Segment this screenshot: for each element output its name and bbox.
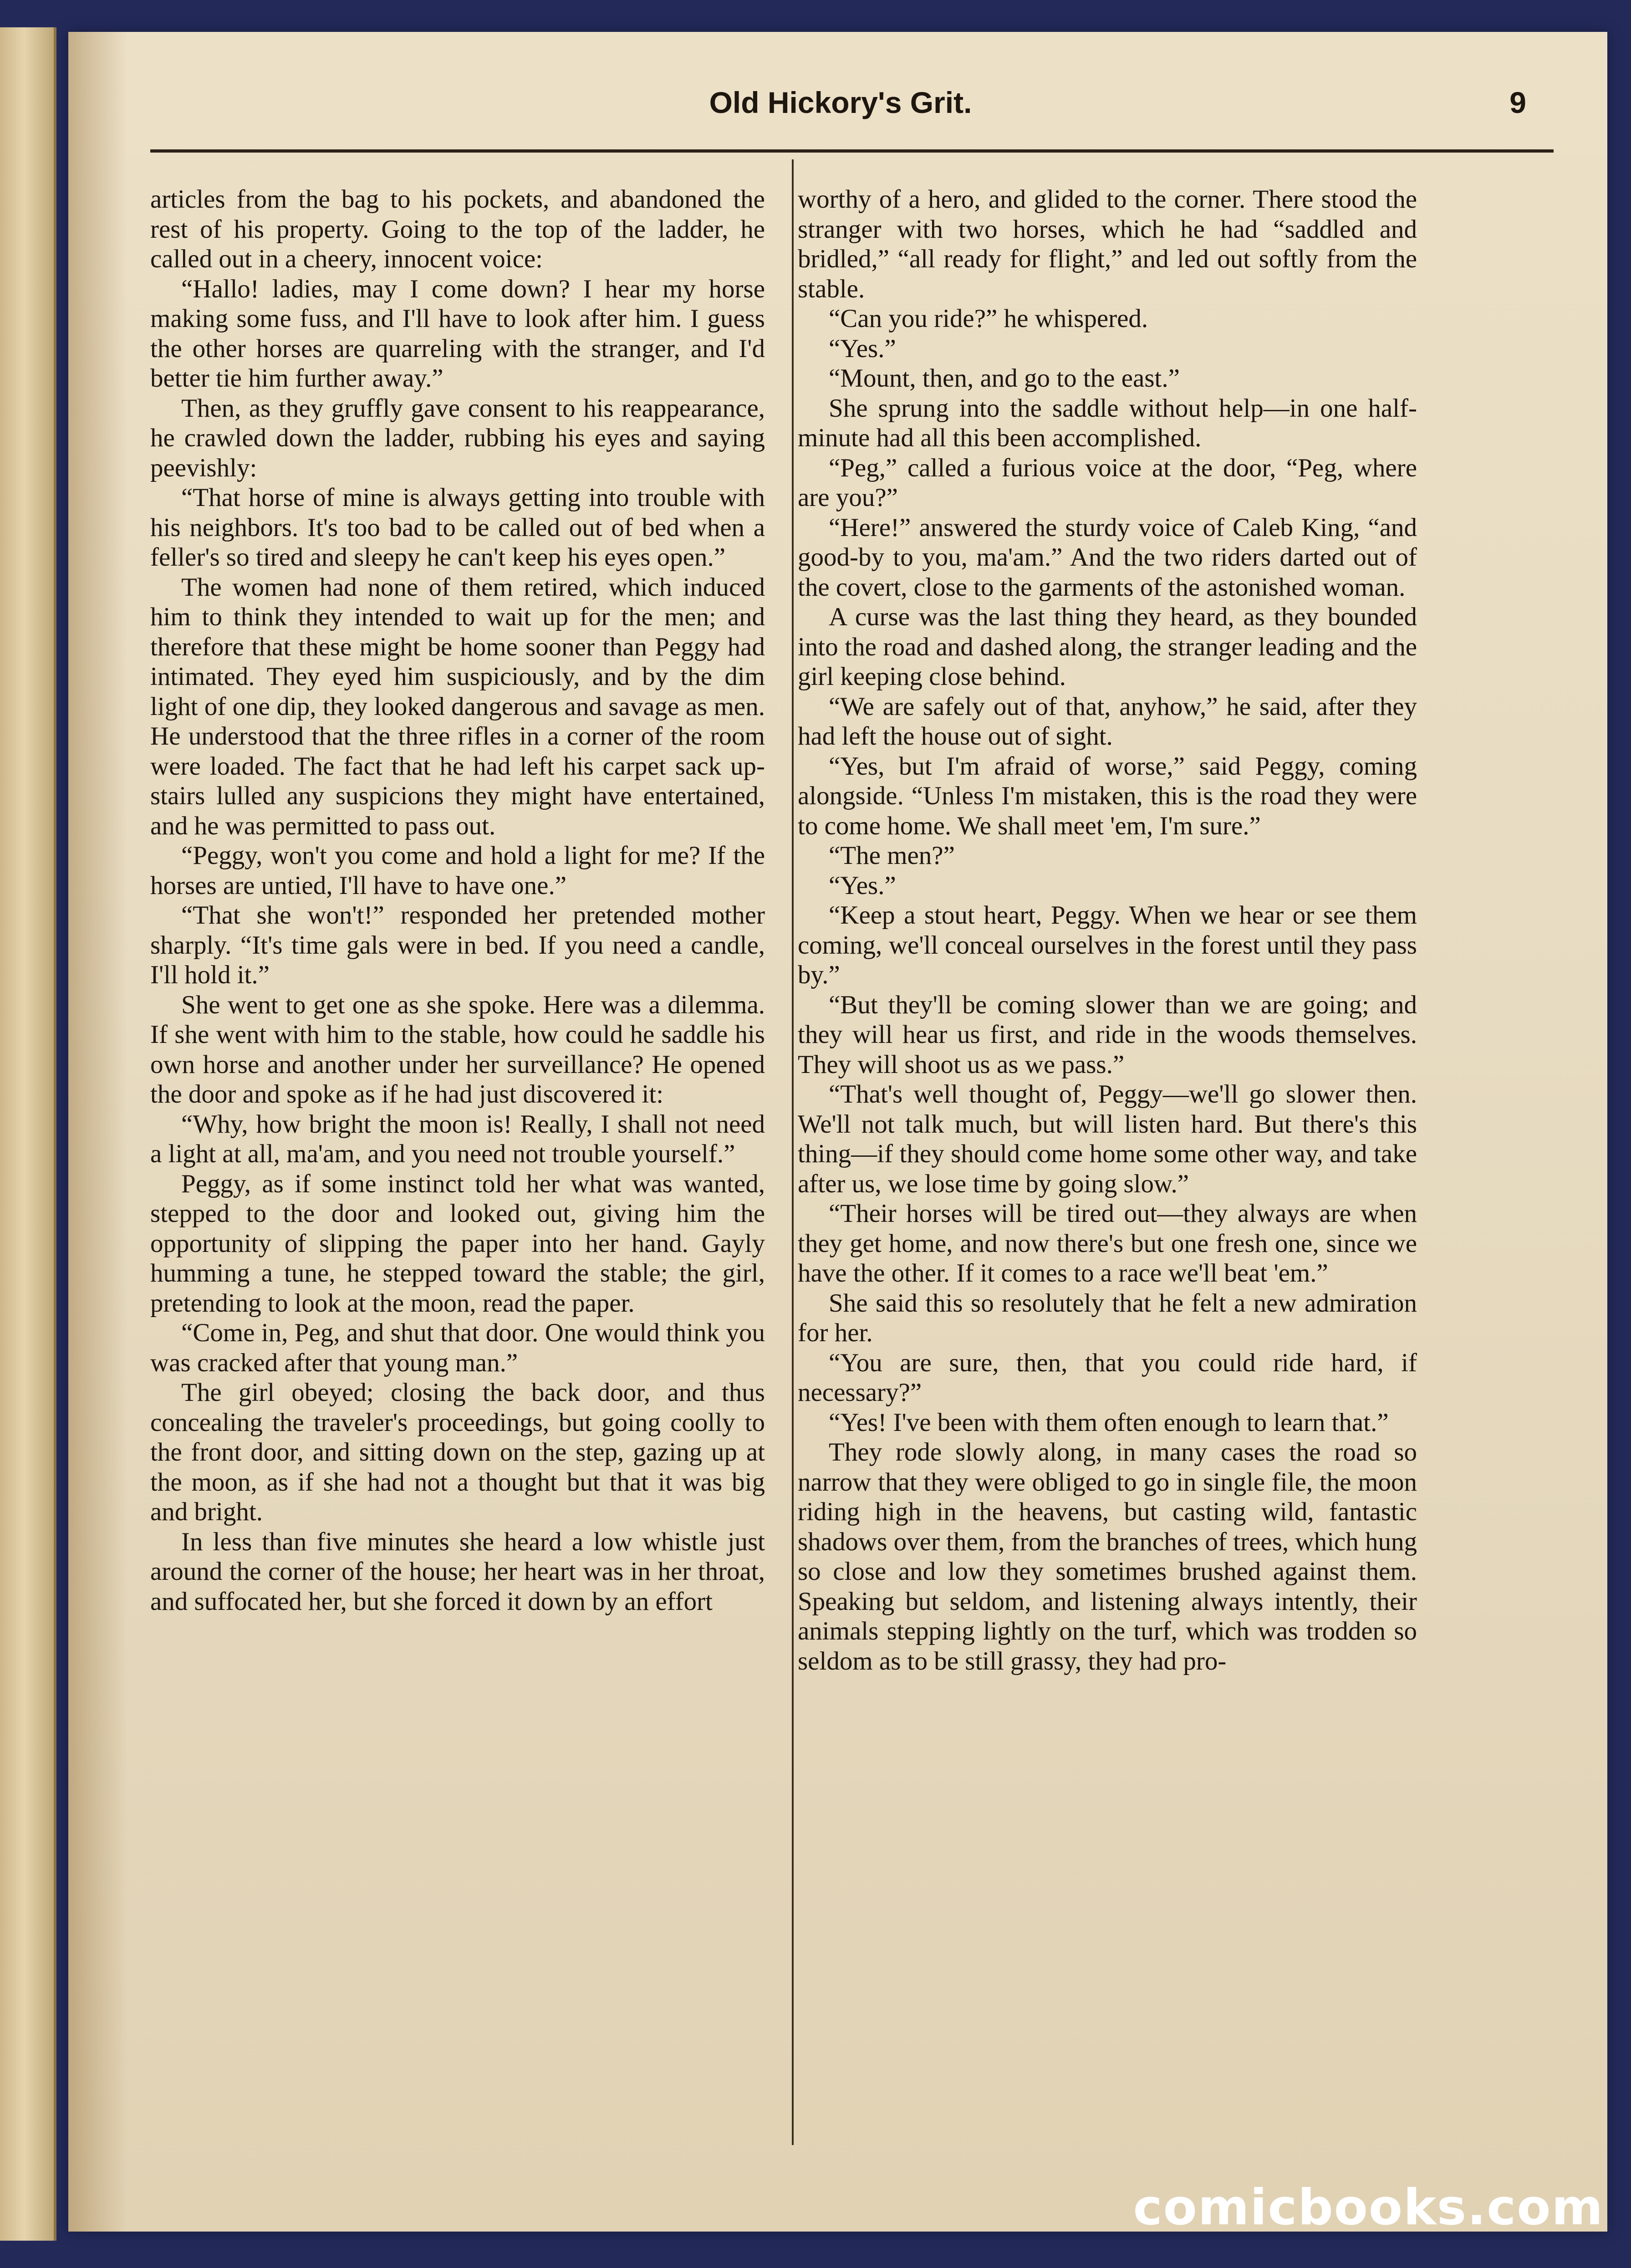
left-column (150, 184, 765, 1616)
page-number: 9 (1509, 86, 1526, 119)
paragraph: She went to get one as she spoke. Here was a dilemma. If she went with him to the stable, how could he saddle his own horse and another under her surveillance? He opened the door and spoke as if he had just discovered it: (150, 990, 765, 1108)
paragraph: She said this so resolutely that he felt a new admiration for her. (798, 1288, 1417, 1347)
paragraph: articles from the bag to his pockets, and abandoned the rest of his property. Going to the top of the ladder, he called out in a cheery, innocent voice: (150, 185, 765, 273)
paragraph: “We are safely out of that, anyhow,” he said, after they had left the house out of sight. (798, 692, 1417, 751)
paragraph: “Peg,” called a furious voice at the door, “Peg, where are you?” (798, 453, 1417, 512)
paragraph: Then, as they gruffly gave consent to his reappearance, he crawled down the ladder, rubbing his eyes and saying peevishly: (150, 393, 765, 482)
paragraph: “Keep a stout heart, Peggy. When we hear or see them coming, we'll conceal ourselves in the forest until they pass by.” (798, 901, 1417, 989)
paragraph: In less than five minutes she heard a low whistle just around the corner of the house; her heart was in her throat, and suffocated her, but she forced it down by an effort (150, 1527, 765, 1616)
paragraph: “That she won't!” responded her pretended mother sharply. “It's time gals were in bed. If you need a candle, I'll hold it.” (150, 901, 765, 989)
paragraph: The women had none of them retired, which induced him to think they intended to wait up for the men; and therefore that these might be home sooner than Peggy had intimated. They eyed him suspiciously, and by the dim light of one dip, they looked dangerous and savage as men. He understood that the three rifles in a corner of the room were loaded. The fact that he had left his carpet sack up-stairs lulled any suspicions they might have entertained, and he was permitted to pass out. (150, 572, 765, 840)
paragraph: They rode slowly along, in many cases the road so narrow that they were obliged to go in single file, the moon riding high in the heavens, but casting wild, fantastic shadows over them, from the branches of trees, which hung so close and low they sometimes brushed against them. Speaking but seldom, and listening always intently, their animals stepping lightly on the turf, which was trodden so seldom as to be still grassy, they had pro- (798, 1438, 1417, 1675)
paragraph: “But they'll be coming slower than we are going; and they will hear us first, and ride in the woods themselves. They will shoot us as we pass.” (798, 990, 1417, 1079)
paragraph: “That's well thought of, Peggy—we'll go slower then. We'll not talk much, but will listen hard. But there's this thing—if they should come home some other way, and take after us, we lose time by going slow.” (798, 1080, 1417, 1198)
paragraph: “Yes, but I'm afraid of worse,” said Peggy, coming alongside. “Unless I'm mistaken, this is the road they were to come home. We shall meet 'em, I'm sure.” (798, 751, 1417, 840)
paragraph: The girl obeyed; closing the back door, and thus concealing the traveler's proceedings, but going coolly to the front door, and sitting down on the step, gazing up at the moon, as if she had not a thought but that it was big and bright. (150, 1378, 765, 1526)
column-divider (792, 159, 794, 2145)
right-column (798, 184, 1417, 1676)
running-header (150, 75, 1531, 143)
paragraph: “Why, how bright the moon is! Really, I shall not need a light at all, ma'am, and you need not trouble yourself.” (150, 1109, 765, 1168)
paragraph: “Hallo! ladies, may I come down? I hear my horse making some fuss, and I'll have to look after him. I guess the other horses are quarreling with the stranger, and I'd better tie him further away.” (150, 274, 765, 393)
paragraph: Peggy, as if some instinct told her what was wanted, stepped to the door and looked out, giving him the opportunity of slipping the paper into her hand. Gayly humming a tune, he stepped toward the stable; the girl, pretending to look at the moon, read the paper. (150, 1169, 765, 1318)
paragraph: “Yes! I've been with them often enough to learn that.” (829, 1408, 1389, 1437)
paragraph: “You are sure, then, that you could ride hard, if necessary?” (798, 1348, 1417, 1407)
adjacent-page-edge (0, 27, 56, 2241)
paragraph: “Yes.” (829, 334, 896, 363)
running-title: Old Hickory's Grit. (709, 86, 972, 119)
paragraph: “Can you ride?” he whispered. (829, 304, 1148, 333)
watermark: comicbooks.com (1133, 2179, 1604, 2236)
paragraph: “Mount, then, and go to the east.” (829, 364, 1180, 393)
header-rule (150, 149, 1554, 153)
paragraph: “Peggy, won't you come and hold a light for me? If the horses are untied, I'll have to have one.” (150, 841, 765, 900)
paragraph: A curse was the last thing they heard, as they bounded into the road and dashed along, the stranger leading and the girl keeping close behind. (798, 603, 1417, 691)
paragraph: “Come in, Peg, and shut that door. One would think you was cracked after that young man.” (150, 1318, 765, 1377)
paragraph: “Yes.” (829, 871, 896, 900)
paragraph: worthy of a hero, and glided to the corner. There stood the stranger with two horses, which he had “saddled and bridled,” “all ready for flight,” and led out softly from the stable. (798, 185, 1417, 303)
paragraph: “Their horses will be tired out—they always are when they get home, and now there's but one fresh one, since we have the other. If it comes to a race we'll beat 'em.” (798, 1199, 1417, 1287)
paragraph: “The men?” (829, 841, 955, 870)
paragraph: “Here!” answered the sturdy voice of Caleb King, “and good-by to you, ma'am.” And the two riders darted out of the covert, close to the garments of the astonished woman. (798, 513, 1417, 602)
paragraph: She sprung into the saddle without help—in one half-minute had all this been accomplished. (798, 393, 1417, 452)
paragraph: “That horse of mine is always getting into trouble with his neighbors. It's too bad to be called out of bed when a feller's so tired and sleepy he can't keep his eyes open.” (150, 483, 765, 572)
